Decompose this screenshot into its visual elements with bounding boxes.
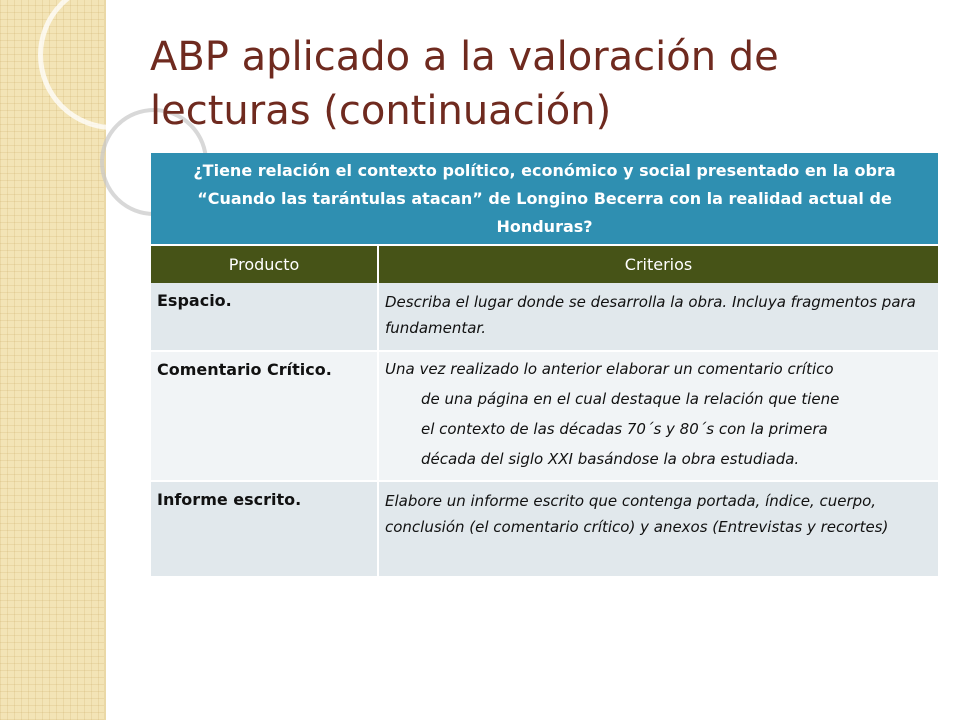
criteria-cell: [378, 351, 938, 481]
product-cell: Espacio.: [151, 283, 378, 351]
criteria-cell: Describa el lugar donde se desarrolla la obra. Incluya fragmentos para fundamentar.: [378, 283, 938, 351]
table-row: [151, 283, 938, 351]
criteria-line: Una vez realizado lo anterior elaborar un comentario crítico: [385, 360, 834, 378]
criteria-cell: Elabore un informe escrito que contenga portada, índice, cuerpo, conclusión (el comentario crítico) y anexos (Entrevistas y recortes): [378, 481, 938, 577]
slide-title: ABP aplicado a la valoración de lecturas (continuación): [150, 34, 779, 134]
rubric-table: [151, 153, 938, 578]
column-header-producto: Producto: [151, 245, 378, 283]
column-header-criterios: Criterios: [378, 245, 938, 283]
criteria-line: de una página en el cual destaque la relación que tiene: [421, 390, 840, 408]
table-row: [151, 351, 938, 481]
criteria-line: el contexto de las décadas 70´s y 80´s con la primera: [421, 420, 828, 438]
product-cell: Comentario Crítico.: [151, 351, 378, 481]
criteria-line: década del siglo XXI basándose la obra estudiada.: [421, 450, 800, 468]
table-row: [151, 481, 938, 577]
product-cell: Informe escrito.: [151, 481, 378, 577]
question-header: ¿Tiene relación el contexto político, económico y social presentado en la obra “Cuando las tarántulas atacan” de Longino Becerra con la realidad actual de Honduras?: [151, 153, 938, 245]
